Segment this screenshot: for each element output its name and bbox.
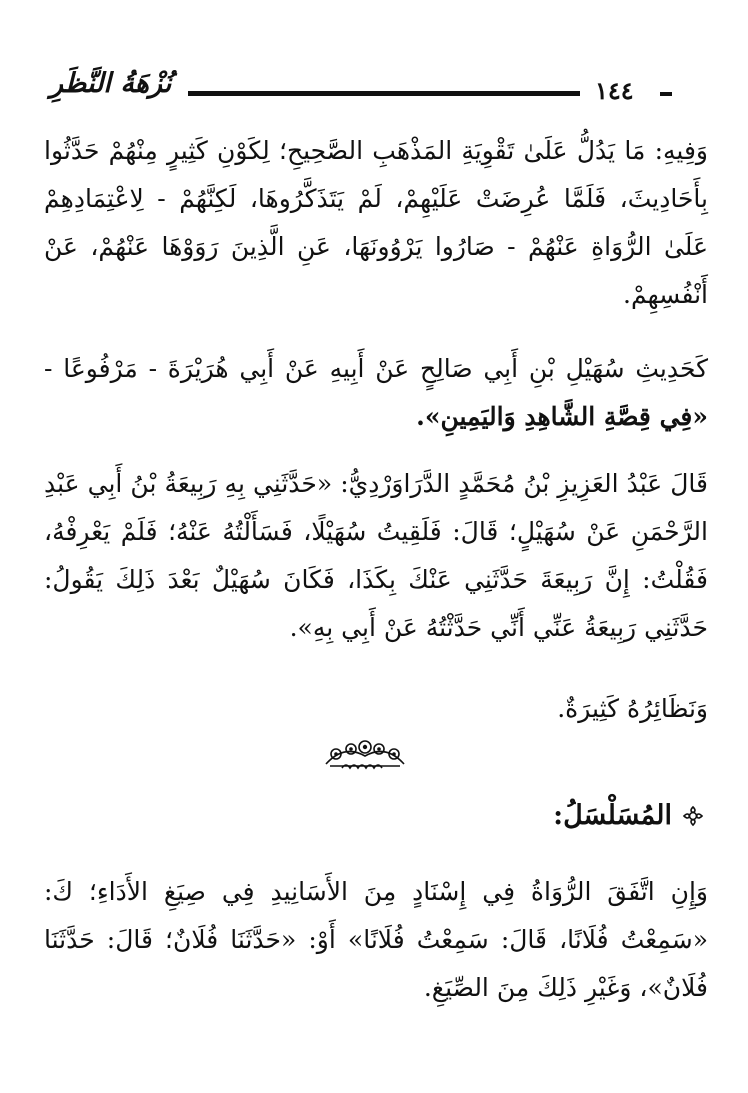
flower-bullet-icon <box>682 805 704 827</box>
paragraph-2 <box>44 345 708 441</box>
floral-ornament-icon <box>322 738 408 772</box>
page-header <box>40 62 708 112</box>
section-heading <box>553 800 704 831</box>
paragraph-2-intro: كَحَدِيثِ سُهَيْلِ بْنِ أَبِي صَالِحٍ عَنْ أَبِيهِ عَنْ أَبِي هُرَيْرَةَ - مَرْفُوعًا - <box>44 354 708 383</box>
paragraph-1: وَفِيهِ: مَا يَدُلُّ عَلَىٰ تَقْوِيَةِ المَذْهَبِ الصَّحِيحِ؛ لِكَوْنِ كَثِيرٍ مِنْهُمْ حَدَّثُوا بِأَحَادِيثَ، فَلَمَّا عُرِضَتْ عَلَيْهِمْ، لَمْ يَتَذَكَّرُوهَا، لَكِنَّهُمْ - لِاعْتِمَادِهِمْ عَلَىٰ الرُّوَاةِ عَنْهُمْ - صَارُوا يَرْوُونَهَا، عَنِ الَّذِينَ رَوَوْهَا عَنْهُمْ، عَنْ أَنْفُسِهِمْ. <box>44 136 708 309</box>
paragraph-2-title: «فِي قِصَّةِ الشَّاهِدِ وَاليَمِينِ». <box>416 402 708 431</box>
paragraph-3: قَالَ عَبْدُ العَزِيزِ بْنُ مُحَمَّدٍ الدَّرَاوَرْدِيُّ: «حَدَّثَنِي بِهِ رَبِيعَةُ بْنُ أَبِي عَبْدِ الرَّحْمَنِ عَنْ سُهَيْلٍ؛ قَالَ: فَلَقِيتُ سُهَيْلًا، فَسَأَلْتُهُ عَنْهُ؛ فَلَمْ يَعْرِفْهُ، فَقُلْتُ: إِنَّ رَبِيعَةَ حَدَّثَنِي عَنْكَ بِكَذَا، فَكَانَ سُهَيْلٌ بَعْدَ ذَلِكَ يَقُولُ: حَدَّثَنِي رَبِيعَةُ عَنِّي أَنِّي حَدَّثْتُهُ عَنْ أَبِي بِهِ». <box>44 469 708 642</box>
page-number: ١٤٤ <box>595 76 634 105</box>
section-title: المُسَلْسَلُ: <box>553 800 672 831</box>
page-number-dash <box>660 92 672 96</box>
paragraph-5: وَإِنِ اتَّفَقَ الرُّوَاةُ فِي إِسْنَادٍ مِنَ الأَسَانِيدِ فِي صِيَغِ الأَدَاءِ؛ كَ: «سَمِعْتُ فُلَانًا، قَالَ: سَمِعْتُ فُلَانًا» أَوْ: «حَدَّثَنَا فُلَانٌ؛ قَالَ: حَدَّثَنَا فُلَانٌ»، وَغَيْرِ ذَلِكَ مِنَ الصِّيَغِ. <box>44 877 708 1002</box>
header-rule <box>188 91 580 96</box>
paragraph-4: وَنَظَائِرُهُ كَثِيرَةٌ. <box>557 694 708 723</box>
book-title: نُزْهَةُ النَّظَرِ <box>50 68 172 99</box>
